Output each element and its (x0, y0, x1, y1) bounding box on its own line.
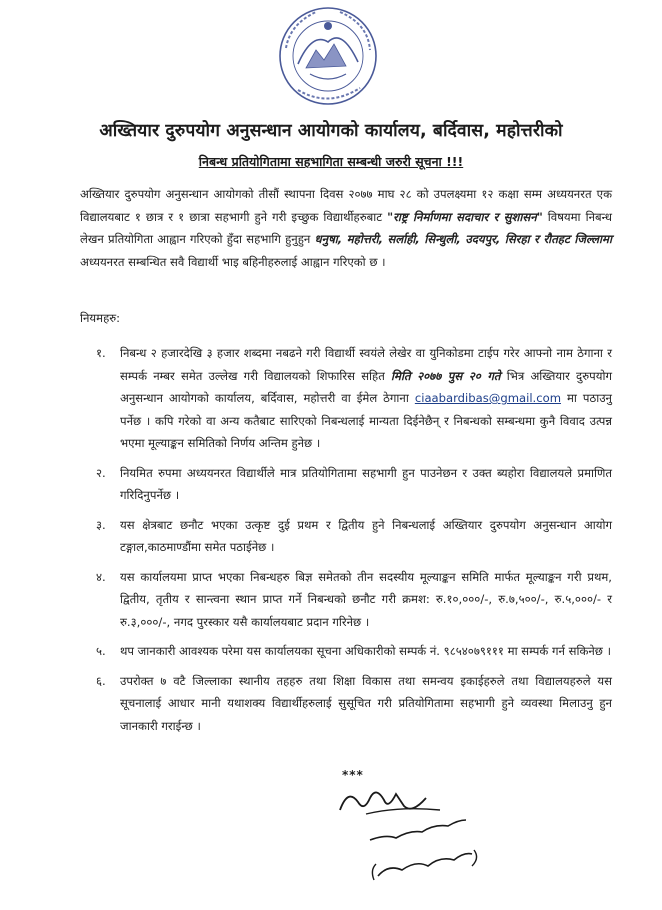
rule-1-text-c: मा पठाउनु पर्नेछ । कपि गरेको वा अन्य कतैबाट सारिएको निबन्धलाई मान्यता दिईनेछैन् र निबन्धको सम्बन्धमा कुनै विवाद उत्पन्न भएमा मूल्याङ्कन समितिको निर्णय अन्तिम हुनेछ । (120, 391, 612, 450)
rule-number: १. (96, 346, 106, 360)
rule-1-text-b: भित्र अख्तियार दुरुपयोग अनुसन्धान आयोगको कार्यालय, बर्दिवास, महोत्तरी वा ईमेल ठेगाना (120, 368, 612, 405)
office-seal (276, 4, 380, 108)
rule-item (96, 640, 612, 663)
essay-topic: "राष्ट्र निर्माणमा सदाचार र सुशासन" (387, 209, 543, 224)
handwritten-signature (330, 780, 480, 905)
rule-text (120, 342, 612, 455)
rule-text: थप जानकारी आवश्यक परेमा यस कार्यालयका सूचना अधिकारीको सम्पर्क नं. ९८५४०७९१११ मा सम्पर्क गर्न सकिनेछ । (120, 644, 612, 658)
rule-item (96, 462, 612, 507)
rules-heading: नियमहरु: (80, 311, 121, 325)
rule-number: ४. (96, 569, 106, 584)
rule-text: उपरोक्त ७ वटै जिल्लाका स्थानीय तहहरु तथा शिक्षा विकास तथा समन्वय इकाईहरुले तथा विद्यालयहरुले यस सूचनालाई आधार मानी यथाशक्य विद्यार्थीहरुलाई सुसूचित गरी प्रतियोगितामा सहभागी हुने व्यवस्था मिलाउनु हुन जानकारी गराईन्छ । (120, 673, 612, 733)
rule-item (96, 670, 612, 738)
office-title: अख्तियार दुरुपयोग अनुसन्धान आयोगको कार्यालय, बर्दिवास, महोत्तरीको (99, 121, 563, 141)
email-link[interactable]: ciaabardibas@gmail.com (414, 391, 561, 405)
rule-number: ६. (96, 673, 106, 688)
rule-item (96, 514, 612, 559)
closing-stars: *** (342, 768, 364, 782)
intro-text-1: अख्तियार दुरुपयोग अनुसन्धान आयोगको तीसौं स्थापना दिवस २०७७ माघ २८ को उपलक्ष्यमा १२ कक्षा सम्म अध्ययनरत एक विद्यालयबाट १ छात्र र १ छात्रा सहभागी हुने गरी इच्छुक विद्यार्थीहरुबाट (80, 187, 612, 224)
rule-text: यस कार्यालयमा प्राप्त भएका निबन्धहरु बिज्ञ समेतको तीन सदस्यीय मूल्याङ्कन समिति मार्फत मूल्याङ्कन गरी प्रथम, द्वितीय, तृतीय र सान्त्वना स्थान प्राप्त गर्ने निबन्धको छनौट गरी क्रमश: रु.१०,०००/-, रु.७,५००/-, रु.५,०००/- र रु.३,०००/-, नगद पुरस्कार यसै कार्यालयबाट प्रदान गरिनेछ । (120, 569, 612, 629)
rule-number: ५. (96, 644, 106, 658)
rule-item (96, 342, 612, 455)
rule-number: ३. (96, 517, 106, 532)
intro-text-2: विषयमा निबन्ध लेखन प्रतियोगिता आह्वान गरिएको हुँदा सहभागि हुनुहुन (80, 209, 612, 246)
notice-title: निबन्ध प्रतियोगितामा सहभागिता सम्बन्धी जरुरी सूचना !!! (198, 154, 464, 169)
district-list: धनुषा, महोत्तरी, सर्लाही, सिन्धुली, उदयपुर, सिरहा र रौतहट जिल्लामा (314, 232, 612, 246)
rule-number: २. (96, 465, 106, 480)
deadline-date: मिति २०७७ पुस २० गते (391, 368, 501, 383)
rule-1-text-a: निबन्ध २ हजारदेखि ३ हजार शब्दमा नबढने गरी विद्यार्थी स्वयंले लेखेर वा युनिकोडमा टाईप गरेर आफ्नो नाम ठेगाना र सम्पर्क नम्बर समेत उल्लेख गरी विद्यालयको शिफारिस सहित (120, 346, 612, 383)
rules-list (96, 342, 612, 744)
rule-text: यस क्षेत्रबाट छनौट भएका उत्कृष्ट दुई प्रथम र द्वितीय हुने निबन्धलाई अख्तियार दुरुपयोग अनुसन्धान आयोग टङ्गाल,काठमाण्डौंमा समेत पठाईनेछ । (120, 517, 612, 554)
intro-text-3: अध्ययनरत सम्बन्धित सवै विद्यार्थी भाइ बहिनीहरुलाई आह्वान गरिएको छ । (80, 254, 386, 269)
intro-paragraph (80, 183, 612, 273)
rule-item (96, 566, 612, 634)
rule-text: नियमित रुपमा अध्ययनरत विद्यार्थीले मात्र प्रतियोगितामा सहभागी हुन पाउनेछन र उक्त ब्यहोरा विद्यालयले प्रमाणित गरिदिनुपर्नेछ । (120, 465, 612, 502)
